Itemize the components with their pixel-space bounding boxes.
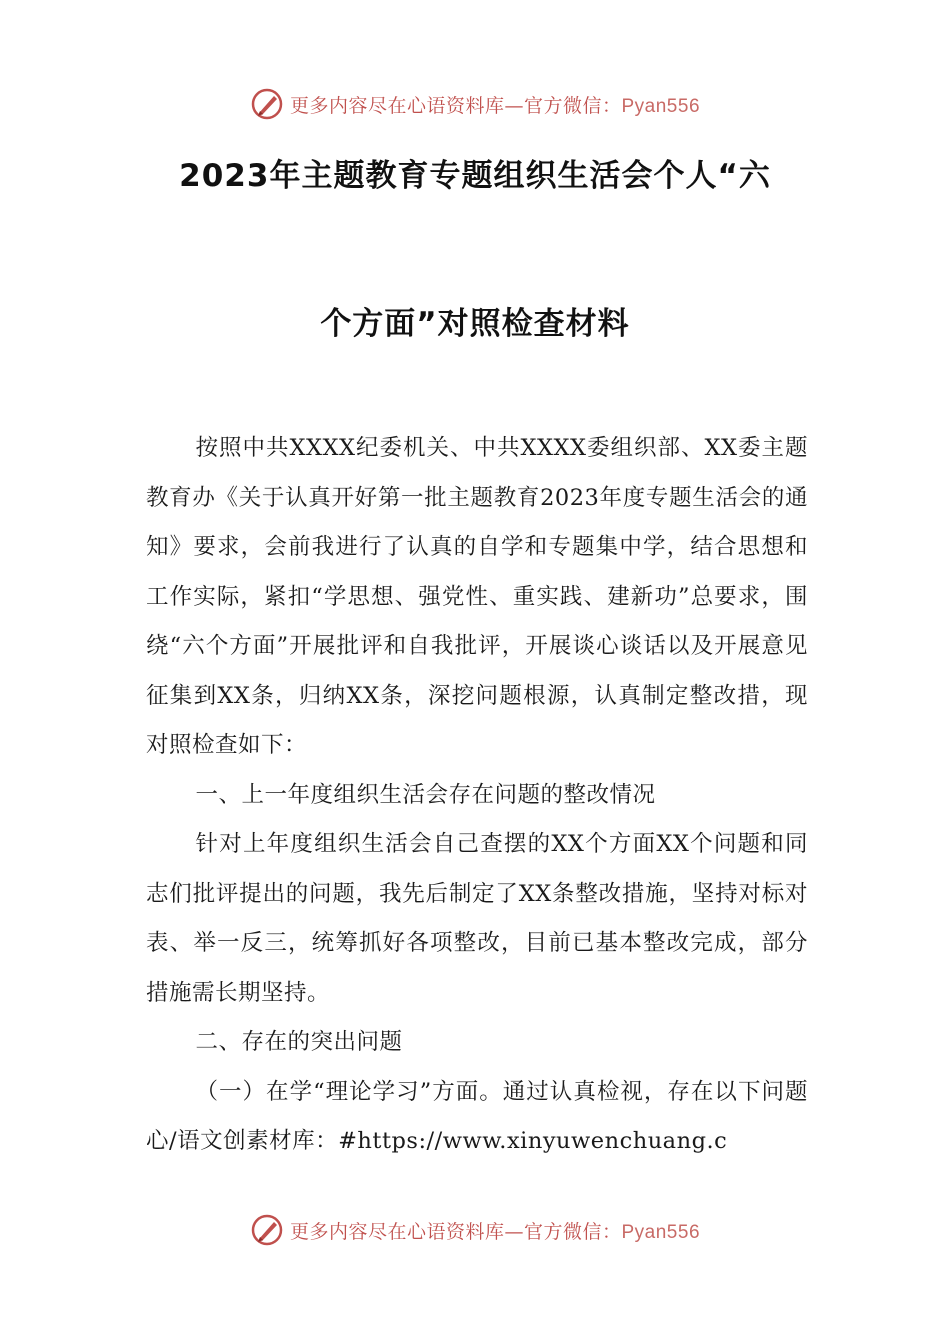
watermark-wechat-id: Pyan556	[621, 95, 701, 117]
section-1-paragraph: 针对上年度组织生活会自己查摆的XX个方面XX个问题和同志们批评提出的问题，我先后制定了XX条整改措施，坚持对标对表、举一反三，统筹抓好各项整改，目前已基本整改完成，部分措施需长期坚持。	[146, 831, 808, 1006]
document-title-line-1: 2023年主题教育专题组织生活会个人“六	[179, 158, 771, 194]
watermark-text: 更多内容尽在心语资料库	[289, 94, 505, 117]
section-heading-1: 一、上一年度组织生活会存在问题的整改情况	[195, 781, 656, 808]
intro-paragraph: 按照中共XXXX纪委机关、中共XXXX委组织部、XX委主题教育办《关于认真开好第一批主题教育2023年度专题生活会的通知》要求，会前我进行了认真的自学和专题集中学，结合思想和工作实际，紧扣“学思想、强党性、重实践、建新功”总要求，围绕“六个方面”开展批评和自我批评，开展谈心谈话以及开展意见征集到XX条，归纳XX条，深挖问题根源，认真制定整改措，现对照检查如下：	[146, 435, 808, 758]
pen-logo-icon	[250, 87, 284, 121]
watermark-wechat-label: 官方微信：	[523, 1220, 622, 1243]
watermark-wechat-id: Pyan556	[621, 1221, 701, 1243]
watermark-separator: —	[504, 94, 524, 117]
section-heading-2: 二、存在的突出问题	[195, 1029, 403, 1055]
watermark-wechat-label: 官方微信：	[523, 94, 622, 117]
document-title-line-2: 个方面”对照检查材料	[320, 306, 630, 342]
watermark-banner-bottom	[0, 1210, 950, 1250]
pen-logo-icon	[250, 1213, 284, 1247]
watermark-text: 更多内容尽在心语资料库	[289, 1220, 505, 1243]
watermark-separator: —	[504, 1220, 524, 1243]
document-body	[146, 424, 808, 1167]
watermark-banner-top	[0, 84, 950, 124]
section-2-paragraph: （一）在学“理论学习”方面。通过认真检视，存在以下问题心/语文创素材库：#https://www.xinyuwenchuang.c	[146, 1078, 808, 1154]
